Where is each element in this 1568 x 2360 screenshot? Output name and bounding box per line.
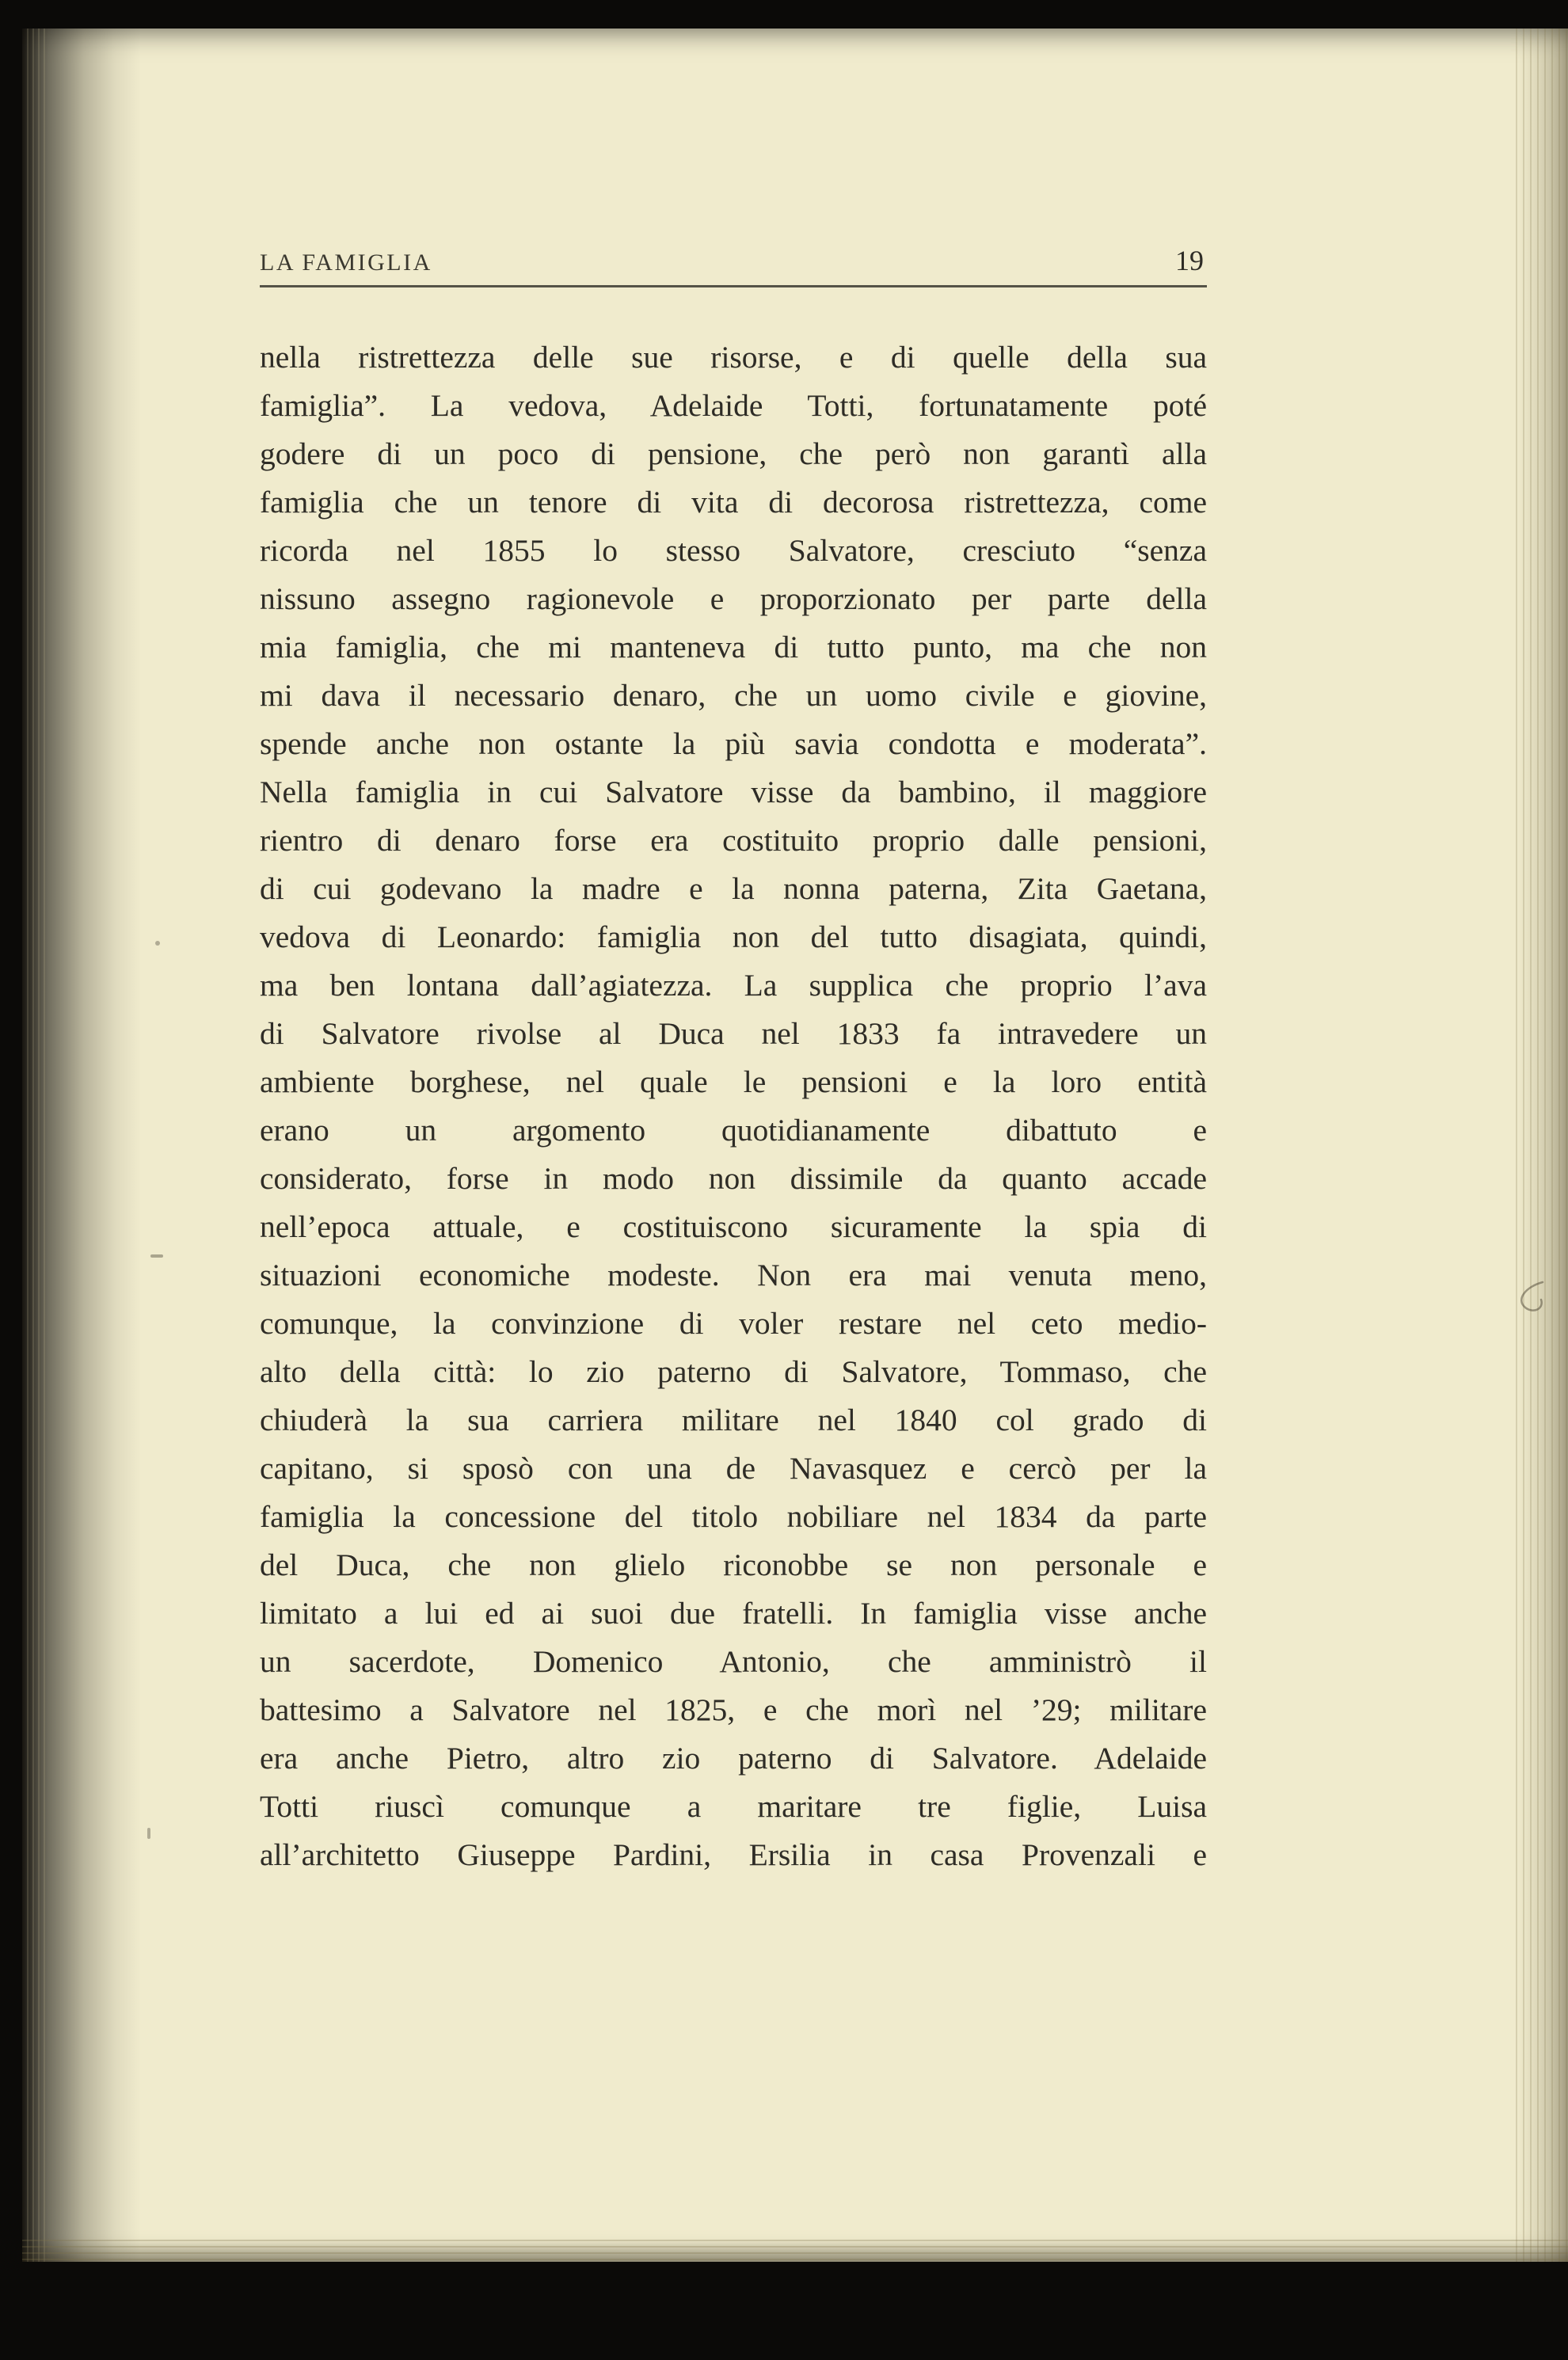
text-line: di Salvatore rivolse al Duca nel 1833 fa intravedere un: [260, 1016, 1207, 1051]
text-line: spende anche non ostante la più savia condotta e moderata”.: [260, 726, 1207, 761]
text-line: rientro di denaro forse era costituito proprio dalle pensioni,: [260, 823, 1207, 858]
binding-page-edges: [27, 29, 48, 2262]
text-line: nell’epoca attuale, e costituiscono sicuramente la spia di: [260, 1209, 1207, 1244]
text-line: ma ben lontana dall’agiatezza. La supplica che proprio l’ava: [260, 968, 1207, 1003]
text-line: mia famiglia, che mi manteneva di tutto punto, ma che non: [260, 630, 1207, 664]
text-line: ambiente borghese, nel quale le pensioni e la loro entità: [260, 1064, 1207, 1099]
page-stack-edges-bottom: [22, 2240, 1568, 2262]
scan-speck: [150, 1254, 163, 1258]
text-line: chiuderà la sua carriera militare nel 1840 col grado di: [260, 1403, 1207, 1437]
text-line: mi dava il necessario denaro, che un uomo civile e giovine,: [260, 678, 1207, 713]
page-stack-edges-right: [1516, 29, 1568, 2262]
scan-speck: [147, 1828, 150, 1839]
page-number: 19: [1175, 245, 1204, 276]
printed-content: [260, 244, 1207, 1879]
text-line: all’architetto Giuseppe Pardini, Ersilia in casa Provenzali e: [260, 1837, 1207, 1872]
text-line: ricorda nel 1855 lo stesso Salvatore, cresciuto “senza: [260, 533, 1207, 568]
text-line: Nella famiglia in cui Salvatore visse da bambino, il maggiore: [260, 775, 1207, 809]
text-line: erano un argomento quotidianamente dibattuto e: [260, 1113, 1207, 1148]
header-rule: [260, 285, 1207, 287]
text-line: alto della città: lo zio paterno di Salvatore, Tommaso, che: [260, 1354, 1207, 1389]
text-line: battesimo a Salvatore nel 1825, e che morì nel ’29; militare: [260, 1692, 1207, 1727]
text-line: famiglia la concessione del titolo nobiliare nel 1834 da parte: [260, 1499, 1207, 1534]
text-line: vedova di Leonardo: famiglia non del tutto disagiata, quindi,: [260, 919, 1207, 954]
scan-speck: [155, 941, 160, 946]
book-page: [22, 29, 1568, 2262]
body-text: [260, 333, 1207, 1879]
text-line: nissuno assegno ragionevole e proporzionato per parte della: [260, 581, 1207, 616]
text-line: di cui godevano la madre e la nonna paterna, Zita Gaetana,: [260, 871, 1207, 906]
text-line: famiglia che un tenore di vita di decorosa ristrettezza, come: [260, 485, 1207, 520]
text-line: nella ristrettezza delle sue risorse, e di quelle della sua: [260, 340, 1207, 375]
text-line: un sacerdote, Domenico Antonio, che amministrò il: [260, 1644, 1207, 1679]
text-line: capitano, si sposò con una de Navasquez e cercò per la: [260, 1451, 1207, 1486]
text-line: comunque, la convinzione di voler restare nel ceto medio-: [260, 1306, 1207, 1341]
text-line: famiglia”. La vedova, Adelaide Totti, fortunatamente poté: [260, 388, 1207, 423]
text-line: del Duca, che non glielo riconobbe se non personale e: [260, 1547, 1207, 1582]
text-line: godere di un poco di pensione, che però non garantì alla: [260, 436, 1207, 471]
text-line: limitato a lui ed ai suoi due fratelli. In famiglia visse anche: [260, 1596, 1207, 1631]
text-line: considerato, forse in modo non dissimile da quanto accade: [260, 1161, 1207, 1196]
text-line: Totti riuscì comunque a maritare tre figlie, Luisa: [260, 1789, 1207, 1824]
running-title: LA FAMIGLIA: [260, 249, 432, 276]
text-line: situazioni economiche modeste. Non era mai venuta meno,: [260, 1258, 1207, 1292]
scanner-hair-artifact: [1501, 1276, 1549, 1323]
page-header: [260, 244, 1207, 277]
text-line: era anche Pietro, altro zio paterno di Salvatore. Adelaide: [260, 1741, 1207, 1776]
